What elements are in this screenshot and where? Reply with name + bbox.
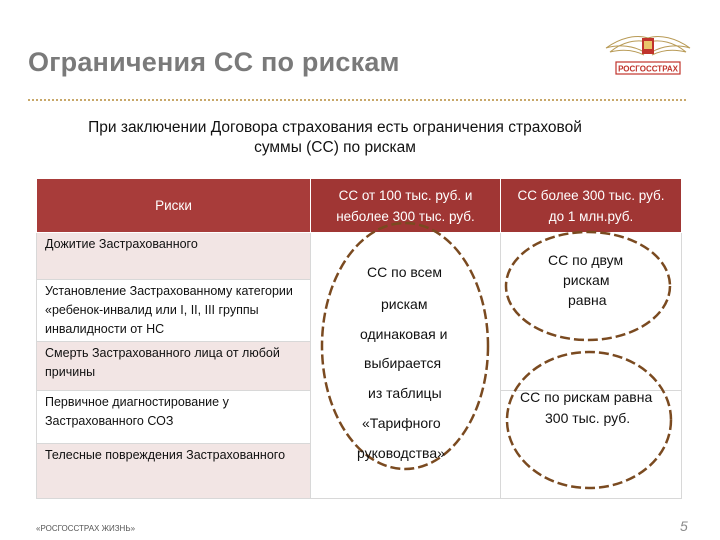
risk-cell: Телесные повреждения Застрахованного — [37, 444, 311, 499]
intro-line-1: При заключении Договора страхования есть ограничения страховой — [88, 119, 582, 136]
risk-cell: Дожитие Застрахованного — [37, 233, 311, 280]
right-top-text-line: рискам — [563, 272, 610, 288]
mid-text-line: рискам — [381, 296, 428, 312]
risk-cell: Установление Застрахованному категории «ребенок-инвалид или I, II, III группы инвалидности от НС — [37, 280, 311, 342]
header-mid-line-1: СС от 100 тыс. руб. и — [338, 187, 473, 203]
mid-text-line: «Тарифного — [362, 415, 441, 431]
page-number: 5 — [680, 518, 688, 534]
logo-text: РОСГОССТРАХ — [618, 64, 678, 74]
right-bottom-text-line: СС по рискам равна — [520, 389, 653, 405]
mid-text-line: выбирается — [364, 355, 442, 371]
mid-text-line: одинаковая и — [360, 326, 448, 342]
right-top-text-line: СС по двум — [548, 252, 624, 268]
header-mid-line-2: неболее 300 тыс. руб. — [336, 208, 475, 224]
right-top-text-line: равна — [568, 292, 607, 308]
header-risks: Риски — [37, 179, 311, 233]
mid-text-line: из таблицы — [368, 385, 442, 401]
footer-company: «РОСГОССТРАХ ЖИЗНЬ» — [36, 524, 136, 533]
risk-cell: Смерть Застрахованного лица от любой причины — [37, 342, 311, 391]
mid-oval — [322, 223, 488, 469]
right-bottom-text-line: 300 тыс. руб. — [545, 410, 631, 426]
header-right-line-2: до 1 млн.руб. — [548, 208, 634, 224]
slide-title: Ограничения СС по рискам — [28, 47, 400, 77]
mid-text-line: руководства» — [357, 445, 445, 461]
risk-cell: Первичное диагностирование у Застрахованного СОЗ — [37, 391, 311, 444]
header-right-line-1: СС более 300 тыс. руб. — [517, 187, 665, 203]
intro-line-2: суммы (СС) по рискам — [254, 139, 416, 156]
mid-text-line: СС по всем — [367, 264, 443, 280]
